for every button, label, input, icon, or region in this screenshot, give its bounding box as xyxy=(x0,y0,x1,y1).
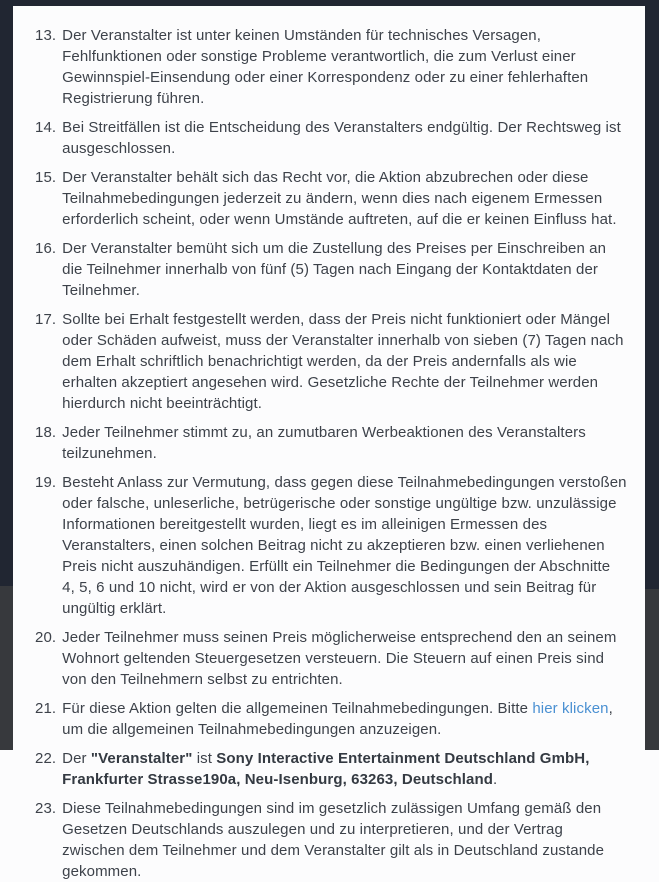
term-item xyxy=(35,309,627,414)
term-text xyxy=(62,167,627,230)
term-item xyxy=(35,117,627,159)
term-text xyxy=(62,25,627,109)
body-text: . xyxy=(493,771,498,788)
term-item xyxy=(35,167,627,230)
term-number: 15. xyxy=(35,169,57,186)
term-item xyxy=(35,238,627,301)
terms-page xyxy=(13,6,645,880)
hier-klicken-link[interactable]: hier klicken xyxy=(532,700,609,717)
term-number: 23. xyxy=(35,800,57,817)
term-item xyxy=(35,748,627,790)
body-text: Der Veranstalter behält sich das Recht vor, die Aktion abzubrechen oder diese Teilnahmebedingungen jederzeit zu ändern, wenn dies nach eigenem Ermessen erforderlich scheint, oder wenn Umstände auftreten, auf die er keinen Einfluss hat. xyxy=(62,169,617,228)
body-text: , um die allgemeinen Teilnahmebedingungen anzuzeigen. xyxy=(62,700,613,738)
term-text xyxy=(62,117,627,159)
term-text xyxy=(62,698,627,740)
body-text: ist xyxy=(192,750,217,767)
term-number: 14. xyxy=(35,119,57,136)
term-item xyxy=(35,25,627,109)
window-frame-left-navy xyxy=(0,0,13,586)
term-item xyxy=(35,422,627,464)
term-text xyxy=(62,798,627,882)
bold-text: Sony Interactive Entertainment Deutschland GmbH, Frankfurter Strasse190a, Neu-Isenburg, 63263, Deutschland xyxy=(62,750,590,788)
body-text: Der Veranstalter bemüht sich um die Zustellung des Preises per Einschreiben an die Teilnehmer innerhalb von fünf (5) Tagen nach Eingang der Kontaktdaten der Teilnehmer. xyxy=(62,240,607,299)
term-text xyxy=(62,309,627,414)
term-item xyxy=(35,472,627,619)
body-text: Jeder Teilnehmer stimmt zu, an zumutbaren Werbeaktionen des Veranstalters teilzunehmen. xyxy=(62,424,586,462)
window-frame-left-gray xyxy=(0,586,13,750)
terms-list xyxy=(35,25,627,882)
term-number: 16. xyxy=(35,240,57,257)
term-item xyxy=(35,698,627,740)
term-number: 17. xyxy=(35,311,57,328)
term-item xyxy=(35,798,627,882)
term-number: 18. xyxy=(35,424,57,441)
term-text xyxy=(62,627,627,690)
body-text: Jeder Teilnehmer muss seinen Preis möglicherweise entsprechend den an seinem Wohnort geltenden Steuergesetzen versteuern. Die Steuern auf einen Preis sind von den Teilnehmern selbst zu entrichten. xyxy=(62,629,617,688)
term-number: 19. xyxy=(35,474,57,491)
body-text: Diese Teilnahmebedingungen sind im gesetzlich zulässigen Umfang gemäß den Gesetzen Deutschlands auszulegen und zu interpretieren, und der Vertrag zwischen dem Teilnehmer und dem Veranstalter gilt als in Deutschland zustande gekommen. xyxy=(62,800,605,880)
term-item xyxy=(35,627,627,690)
body-text: Sollte bei Erhalt festgestellt werden, dass der Preis nicht funktioniert oder Mängel oder Schäden aufweist, muss der Veranstalter innerhalb von sieben (7) Tagen nach dem Erhalt schriftlich benachrichtigt werden, da der Preis andernfalls als wie erhalten akzeptiert angesehen wird. Gesetzliche Rechte der Teilnehmer werden hierdurch nicht beeinträchtigt. xyxy=(62,311,624,412)
window-frame-right-navy xyxy=(645,0,659,589)
term-text xyxy=(62,472,627,619)
body-text: Der xyxy=(62,750,91,767)
term-text xyxy=(62,238,627,301)
body-text: Für diese Aktion gelten die allgemeinen Teilnahmebedingungen. Bitte xyxy=(62,700,533,717)
term-number: 22. xyxy=(35,750,57,767)
term-text xyxy=(62,422,627,464)
body-text: Der Veranstalter ist unter keinen Umständen für technisches Versagen, Fehlfunktionen oder sonstige Probleme verantwortlich, die zum Verlust einer Gewinnspiel-Einsendung oder einer Korrespondenz oder zu einer fehlerhaften Registrierung führen. xyxy=(62,27,589,107)
term-number: 13. xyxy=(35,27,57,44)
window-frame-right-gray xyxy=(645,589,659,750)
term-number: 21. xyxy=(35,700,57,717)
bold-text: "Veranstalter" xyxy=(90,750,193,767)
body-text: Besteht Anlass zur Vermutung, dass gegen diese Teilnahmebedingungen verstoßen oder falsche, unleserliche, betrügerische oder sonstige ungültige bzw. unzulässige Informationen bereitgestellt wurden, liegt es im alleinigen Ermessen des Veranstalters, einen solchen Beitrag nicht zu akzeptieren bzw. einen verliehenen Preis nicht auszuhändigen. Erfüllt ein Teilnehmer die Bedingungen der Abschnitte 4, 5, 6 und 10 nicht, wird er von der Aktion ausgeschlossen und sein Beitrag für ungültig erklärt. xyxy=(62,474,627,617)
term-number: 20. xyxy=(35,629,57,646)
term-text xyxy=(62,748,627,790)
body-text: Bei Streitfällen ist die Entscheidung des Veranstalters endgültig. Der Rechtsweg ist ausgeschlossen. xyxy=(62,119,621,157)
